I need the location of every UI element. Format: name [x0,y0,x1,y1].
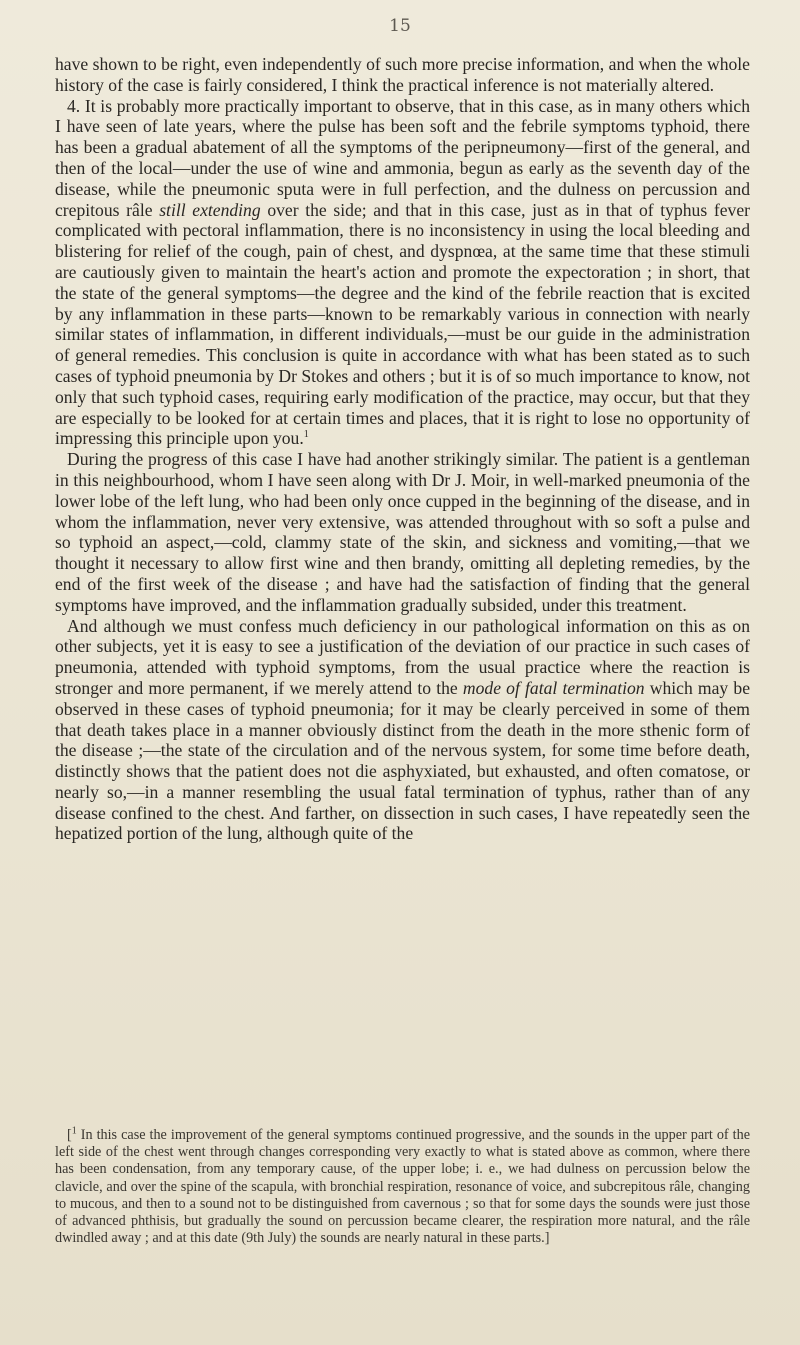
footnote-paragraph [55,1127,750,1247]
paragraph-justification [55,616,750,845]
footnote-marker: 1 [71,1125,77,1137]
paragraph-justification-part-2: which may be observed in these cases of typhoid pneumonia; for it may be clearly perceived in some of them that death takes place in a manner obviously distinct from the death in the more sthenic form of the disease ;—the state of the circulation and of the nervous system, for some time before death, distinctly shows that the patient does not die asphyxiated, but exhausted, and often comatose, or nearly so,—in a manner resembling the usual fatal termination of typhus, rather than of any disease confined to the chest. And farther, on dissection in such cases, I have repeatedly seen the hepatized portion of the lung, although quite of the [55,677,751,844]
paragraph-4-part-2: over the side; and that in this case, just as in that of typhus fever complicated with pectoral inflammation, there is no inconsistency in using the local bleeding and blistering for relief of the cough, pain of chest, and dyspnœa, at the same time that these stimuli are cautiously given to maintain the heart's action and promote the expectoration ; in short, that the state of the general symptoms—the degree and the kind of the febrile reaction that is excited by any inflammation in these parts—known to be remarkably various in connection with nearly similar states of inflammation, in different individuals,—must be our guide in the administration of general remedies. This conclusion is quite in accordance with what has been stated as to such cases of typhoid pneumonia by Dr Stokes and others ; but it is of so much importance to know, not only that such typhoid cases, requiring early modification of the practice, may occur, but that they are especially to be looked for at certain times and places, that it is right to lose no opportunity of impressing this principle upon you. [55,199,750,449]
footnote-reference[interactable]: 1 [303,429,309,441]
footnote [55,1127,750,1247]
paragraph-justification-part-1: And although we must confess much deficiency in our pathological information on this as on other subjects, yet it is easy to see a justification of the deviation of our practice in such cases of pneumonia, attended with typhoid symptoms, from the usual practice where the reaction is stronger and more permanent, if we merely attend to the [55,615,750,698]
paragraph-4-emphasis: still extending [159,199,261,220]
paragraph-justification-emphasis: mode of fatal termination [462,677,645,698]
paragraph-4 [55,96,750,450]
main-text [55,54,750,844]
paragraph-continuation: have shown to be right, even independently of such more precise information, and when the whole history of the case is fairly considered, I think the practical inference is not materially altered. [55,54,750,95]
page-number: 15 [389,16,411,36]
footnote-open-bracket: [ [67,1127,72,1143]
paragraph-similar-case: During the progress of this case I have had another strikingly similar. The patient is a gentleman in this neighbourhood, whom I have seen along with Dr J. Moir, in well-marked pneumonia of the lower lobe of the left lung, who had been only once cupped in the beginning of the disease, and in whom the inflammation, never very extensive, was attended throughout with so soft a pulse and so typhoid an aspect,—cold, clammy state of the skin, and sickness and vomiting,—that we thought it necessary to allow first wine and then brandy, omitting all depleting remedies, by the end of the first week of the disease ; and have had the satisfaction of finding that the general symptoms have improved, and the inflammation gradually subsided, under this treatment. [55,449,750,615]
footnote-text: In this case the improvement of the general symptoms continued progressive, and the sounds in the upper part of the left side of the chest went through changes corresponding very exactly to what is stated above as common, where there has been condensation, from any temporary cause, of the upper lobe; i. e., we had dulness on percussion below the clavicle, and over the spine of the scapula, with bronchial respiration, resonance of voice, and subcrepitous râle, changing to mucous, and then to a sound not to be distinguished from cavernous ; so that for some days the sounds were just those of advanced phthisis, but gradually the sound on percussion became clearer, the respiration more natural, and the râle dwindled away ; and at this date (9th July) the sounds are nearly natural in these parts.] [55,1127,750,1247]
paragraph-4-part-1: 4. It is probably more practically important to observe, that in this case, as in many others which I have seen of late years, where the pulse has been soft and the febrile symptoms typhoid, there has been a gradual abatement of all the symptoms of the peripneumony—first of the general, and then of the local—under the use of wine and ammonia, begun as early as the seventh day of the disease, while the pneumonic sputa were in full perfection, and the dulness on percussion and crepitous râle [55,95,750,220]
